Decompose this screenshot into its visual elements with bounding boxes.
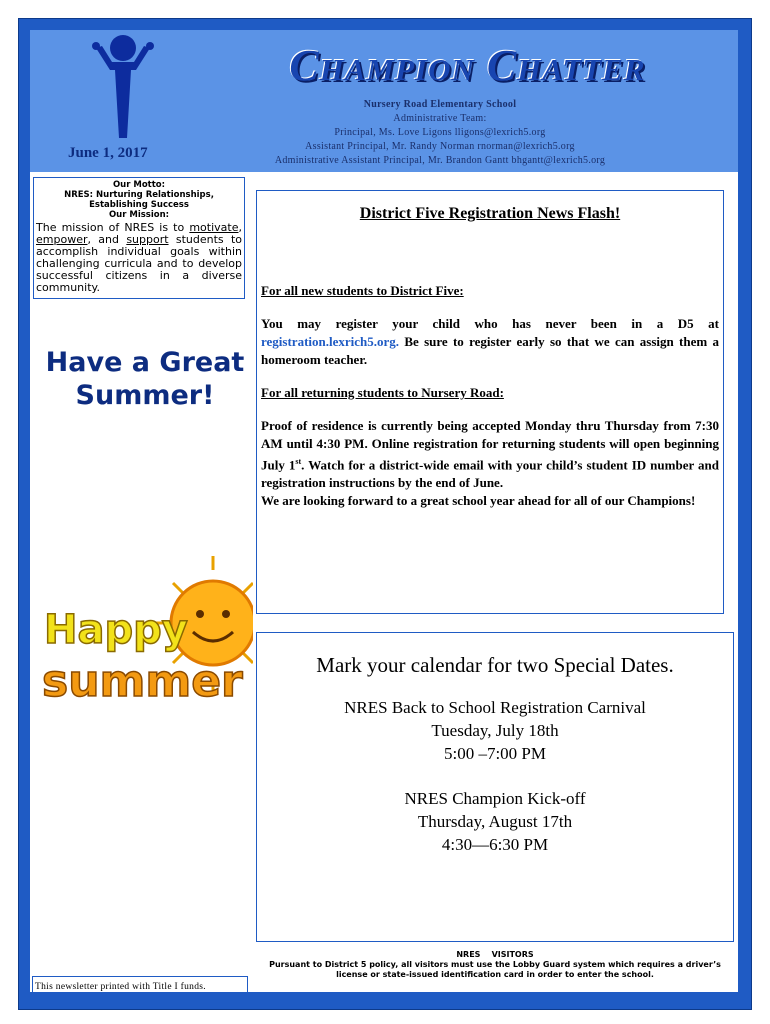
event2-time: 4:30—6:30 PM <box>441 835 549 854</box>
visitors-text: Pursuant to District 5 policy, all visitors must use the Lobby Guard system which requires a driver’s license or state-issued identification card in order to enter the school. <box>269 960 721 979</box>
clipart-summer-text: summer <box>42 656 243 707</box>
champion-figure-icon <box>92 30 154 148</box>
mission-label: Our Mission: <box>108 210 170 220</box>
event2-name: NRES Champion Kick-off <box>404 789 586 808</box>
visitors-notice <box>256 950 734 980</box>
team-label: Administrative Team: <box>393 113 487 124</box>
issue-date: June 1, 2017 <box>68 145 148 161</box>
clipart-happy-text: Happy <box>44 607 188 653</box>
mission-text: The mission of NRES is to motivate, empower, and support students to accomplish individual goals within challenging curricula and to develop successful citizens in a diverse community. <box>36 221 242 294</box>
assistant-principal-contact: Assistant Principal, Mr. Randy Norman rnorman@lexrich5.org <box>305 141 575 152</box>
administrative-team <box>240 98 640 168</box>
new-students-text: You may register your child who has never been in a D5 at registration.lexrich5.org. Be sure to register early so that we can assign them a homeroom teacher. <box>261 316 719 367</box>
special-dates-box <box>256 632 734 942</box>
returning-students-heading: For all returning students to Nursery Road: <box>261 385 504 400</box>
motto-label: Our Motto: <box>112 180 166 190</box>
registration-news-flash <box>256 190 724 614</box>
event1-name: NRES Back to School Registration Carnival <box>344 698 646 717</box>
closing-text: We are looking forward to a great school year ahead for all of our Champions! <box>261 493 696 509</box>
event2-day: Thursday, August 17th <box>417 812 573 831</box>
happy-summer-sun-icon <box>38 548 253 708</box>
admin-assistant-contact: Administrative Assistant Principal, Mr. Brandon Gantt bhgantt@lexrich5.org <box>274 155 606 166</box>
summer-greeting: Have a Great Summer! <box>45 347 245 411</box>
special-dates-heading: Mark your calendar for two Special Dates. <box>316 653 674 677</box>
registration-link[interactable]: registration.lexrich5.org. <box>261 334 400 349</box>
event1-day: Tuesday, July 18th <box>431 721 559 740</box>
motto-box <box>33 177 245 299</box>
returning-students-text: Proof of residence is currently being accepted Monday thru Thursday from 7:30 AM until 4:30 PM. Online registration for returning students will open beginning July 1st. Watch for a district-wide email with your child’s student ID number and registration instructions by the end of June. <box>261 418 719 491</box>
title-one-note: This newsletter printed with Title I funds. <box>32 976 248 998</box>
event1-time: 5:00 –7:00 PM <box>443 744 547 763</box>
school-name: Nursery Road Elementary School <box>363 99 517 110</box>
newsletter-title: Champion Chatter <box>289 41 646 90</box>
motto-text: NRES: Nurturing Relationships, Establishing Success <box>64 190 214 210</box>
visitors-heading: NRES VISITORS <box>456 950 534 959</box>
new-students-heading: For all new students to District Five: <box>261 283 464 298</box>
principal-contact: Principal, Ms. Love Ligons lligons@lexrich5.org <box>334 127 546 138</box>
news-flash-heading: District Five Registration News Flash! <box>359 205 621 222</box>
